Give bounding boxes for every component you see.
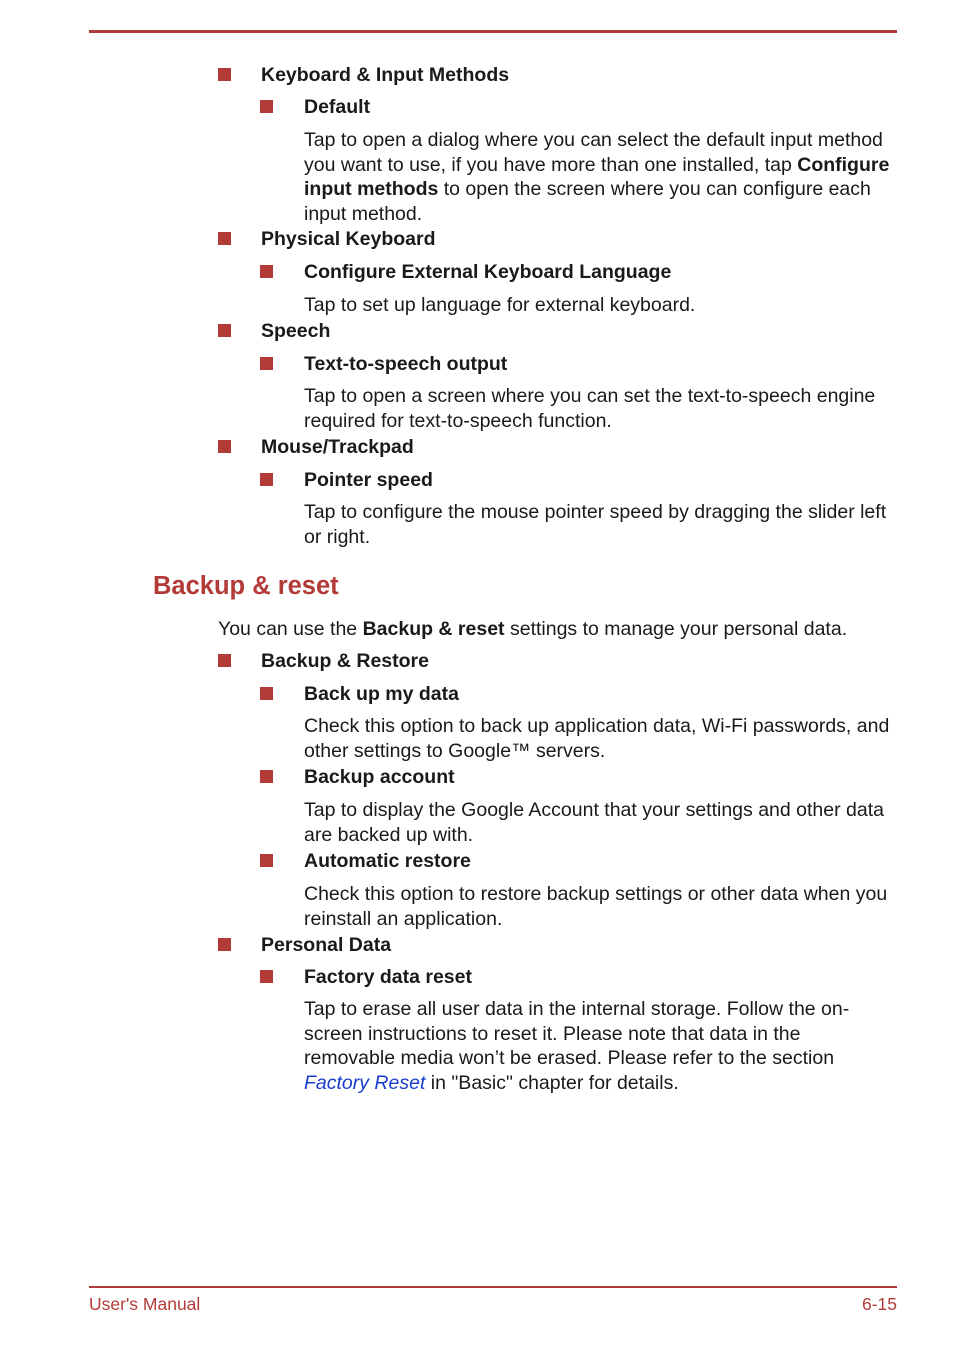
- item-desc-auto-restore: Check this option to restore backup settings or other data when you reinstall an application.: [304, 883, 888, 930]
- item-desc-backup-data: Check this option to back up application data, Wi-Fi passwords, and other settings to Google™ servers.: [304, 715, 890, 762]
- bullet-square-icon: [260, 687, 273, 700]
- item-title-auto-restore: Automatic restore: [304, 850, 471, 872]
- desc-bold-text: Configure input methods: [304, 153, 890, 200]
- intro-bold-text: Backup & reset: [362, 618, 505, 640]
- intro-text: You can use the: [218, 618, 363, 640]
- item-title-factory-reset: Factory data reset: [304, 966, 472, 988]
- footer-page-number: 6-15: [861, 1294, 897, 1314]
- item-title-tts: Text-to-speech output: [304, 353, 508, 375]
- header-rule: [89, 30, 897, 33]
- bullet-square-icon: [260, 473, 273, 486]
- item-title-backup-account: Backup account: [304, 766, 455, 788]
- bullet-square-icon: [260, 265, 273, 278]
- item-desc-tts: Tap to open a screen where you can set the text-to-speech engine required for text-to-speech function.: [304, 385, 876, 432]
- item-desc-backup-account: Tap to display the Google Account that your settings and other data are backed up with.: [304, 799, 884, 846]
- bullet-square-icon: [218, 938, 231, 951]
- desc-text: Tap to erase all user data in the internal storage. Follow the on-screen instructions to reset it. Please note that data in the removable media won’t be erased. Please refer to the section: [304, 998, 850, 1069]
- bullet-square-icon: [260, 854, 273, 867]
- bullet-square-icon: [260, 357, 273, 370]
- item-desc-default: [304, 128, 894, 226]
- desc-text: in "Basic" chapter for details.: [425, 1071, 679, 1094]
- bullet-square-icon: [218, 324, 231, 337]
- heading-keyboard-input: Keyboard & Input Methods: [261, 64, 510, 86]
- bullet-square-icon: [260, 970, 273, 983]
- heading-backup-restore: Backup & Restore: [261, 650, 429, 672]
- item-title-backup-data: Back up my data: [304, 683, 459, 705]
- item-desc-factory-reset: [304, 997, 879, 1095]
- factory-reset-link[interactable]: Factory Reset: [304, 1071, 426, 1094]
- item-desc-external-keyboard: Tap to set up language for external keyboard.: [304, 294, 696, 316]
- footer-manual-title: User's Manual: [89, 1294, 201, 1314]
- item-title-default: Default: [304, 96, 371, 118]
- item-title-pointer-speed: Pointer speed: [304, 469, 433, 491]
- bullet-square-icon: [218, 232, 231, 245]
- heading-mouse-trackpad: Mouse/Trackpad: [261, 436, 414, 458]
- section-intro: [218, 618, 847, 641]
- heading-personal-data: Personal Data: [261, 934, 392, 956]
- bullet-square-icon: [218, 68, 231, 81]
- section-title-backup-reset: Backup & reset: [153, 572, 339, 600]
- bullet-square-icon: [260, 770, 273, 783]
- bullet-square-icon: [218, 654, 231, 667]
- bullet-square-icon: [260, 100, 273, 113]
- heading-physical-keyboard: Physical Keyboard: [261, 228, 436, 250]
- desc-text: to open the screen where you can configure each input method.: [304, 178, 871, 225]
- intro-text: settings to manage your personal data.: [504, 618, 848, 640]
- item-title-external-keyboard: Configure External Keyboard Language: [304, 261, 672, 283]
- footer-rule: [89, 1286, 897, 1288]
- heading-speech: Speech: [261, 320, 331, 342]
- item-desc-pointer-speed: Tap to configure the mouse pointer speed by dragging the slider left or right.: [304, 501, 887, 548]
- desc-text: Tap to open a dialog where you can select the default input method you want to use, if you have more than one installed, tap: [304, 129, 883, 176]
- bullet-square-icon: [218, 440, 231, 453]
